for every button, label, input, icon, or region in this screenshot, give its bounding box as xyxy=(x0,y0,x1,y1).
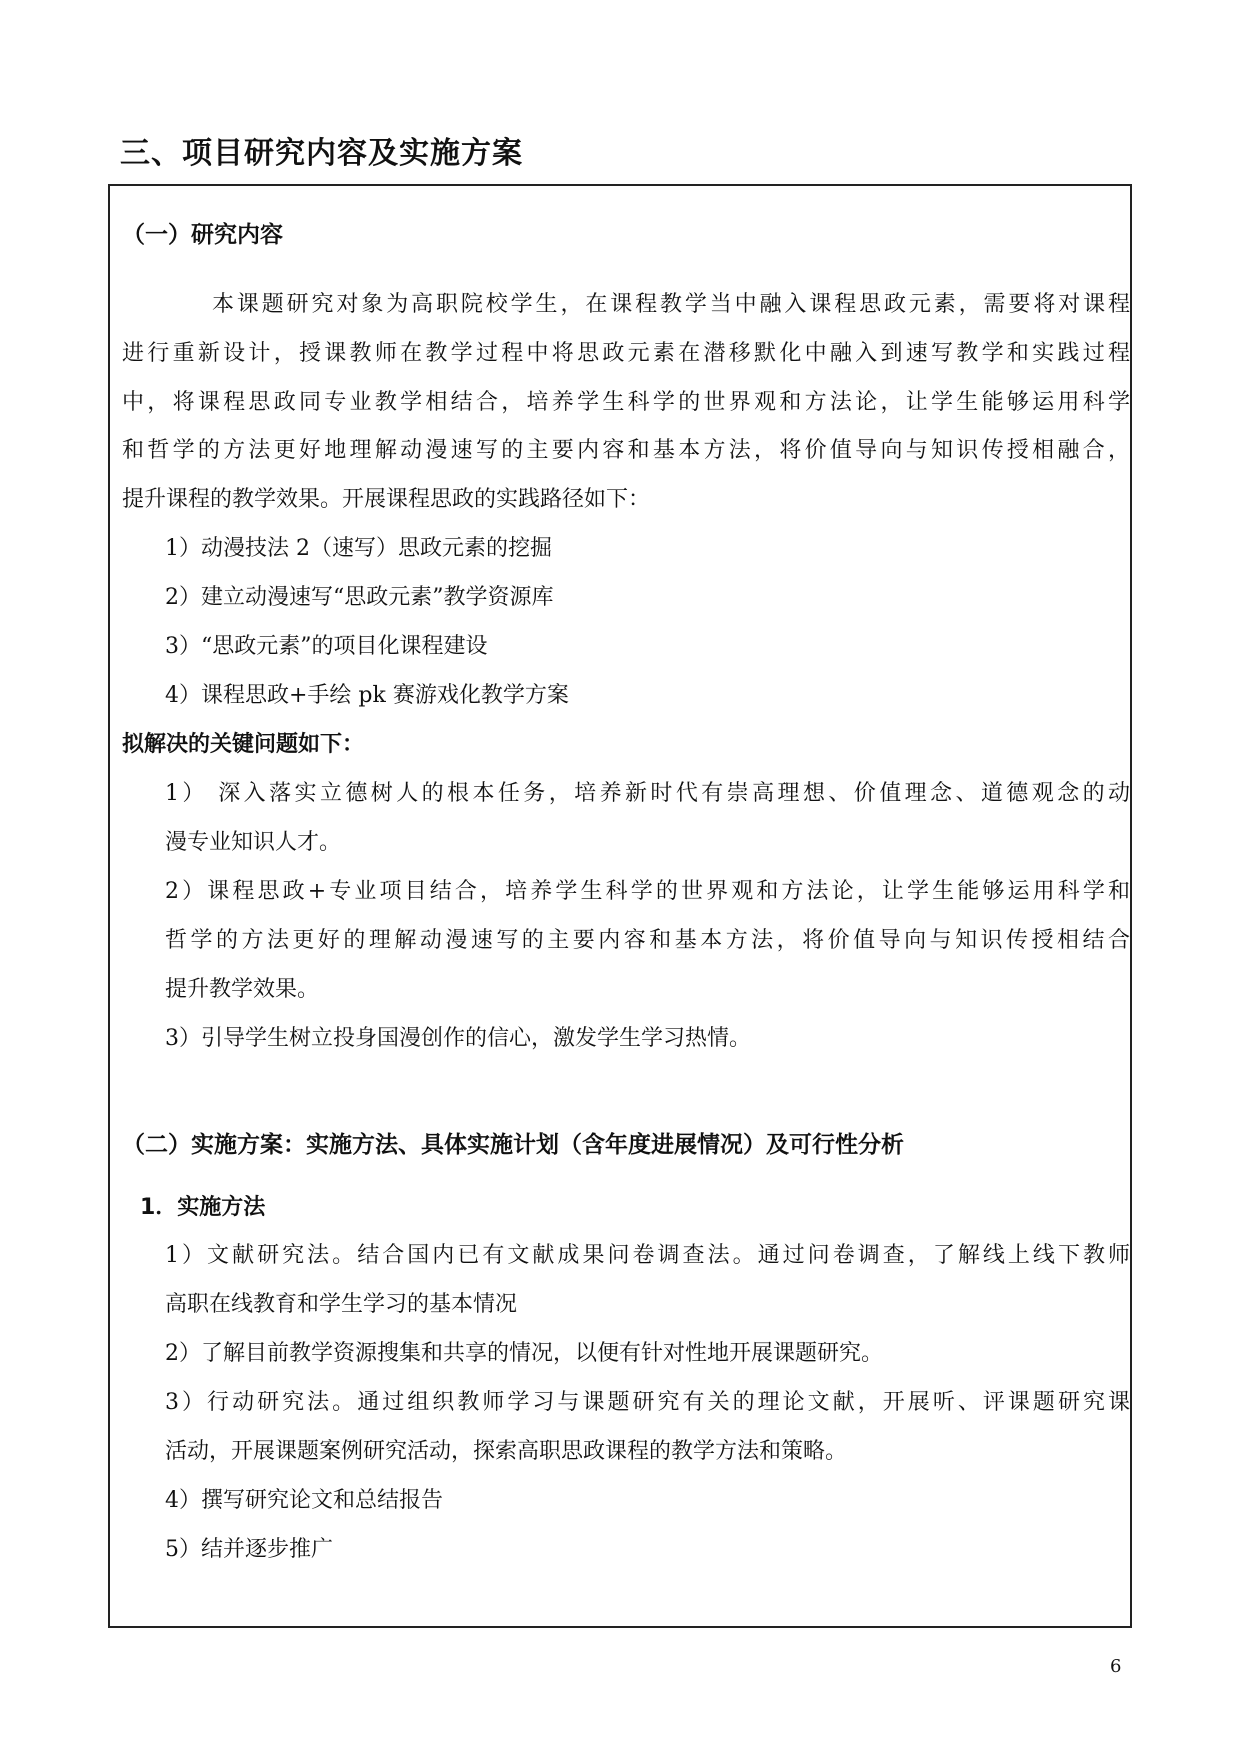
path-item-3: 3）“思政元素”的项目化课程建设 xyxy=(165,634,488,659)
path-item-4: 4）课程思政+手绘 pk 赛游戏化教学方案 xyxy=(165,683,569,708)
methods-heading: 1．实施方法 xyxy=(140,1195,266,1220)
key-problem-1-line-2: 漫专业知识人才。 xyxy=(165,830,342,855)
intro-line-4: 和哲学的方法更好地理解动漫速写的主要内容和基本方法，将价值导向与知识传授相融合， xyxy=(122,438,1130,463)
intro-line-5: 提升课程的教学效果。开展课程思政的实践路径如下： xyxy=(122,487,651,512)
method-4: 4）撰写研究论文和总结报告 xyxy=(165,1488,443,1513)
intro-line-1: 本课题研究对象为高职院校学生，在课程教学当中融入课程思政元素，需要将对课程 xyxy=(212,292,1130,317)
method-2: 2）了解目前教学资源搜集和共享的情况，以便有针对性地开展课题研究。 xyxy=(165,1341,883,1366)
key-problem-2-line-2: 哲学的方法更好的理解动漫速写的主要内容和基本方法，将价值导向与知识传授相结合 xyxy=(165,928,1130,953)
page-number: 6 xyxy=(1110,1656,1122,1677)
method-5: 5）结并逐步推广 xyxy=(165,1537,333,1562)
intro-line-2: 进行重新设计，授课教师在教学过程中将思政元素在潜移默化中融入到速写教学和实践过程 xyxy=(122,341,1130,366)
path-item-2: 2）建立动漫速写“思政元素”教学资源库 xyxy=(165,585,554,610)
method-1-line-2: 高职在线教育和学生学习的基本情况 xyxy=(165,1292,518,1317)
subheading-implementation-plan: （二）实施方案：实施方法、具体实施计划（含年度进展情况）及可行性分析 xyxy=(122,1132,904,1158)
key-problem-2-line-1: 2）课程思政+专业项目结合，培养学生科学的世界观和方法论，让学生能够运用科学和 xyxy=(165,879,1130,904)
key-problem-3: 3）引导学生树立投身国漫创作的信心，激发学生学习热情。 xyxy=(165,1026,751,1051)
intro-line-3: 中，将课程思政同专业教学相结合，培养学生科学的世界观和方法论，让学生能够运用科学 xyxy=(122,390,1130,415)
method-3-line-2: 活动，开展课题案例研究活动，探索高职思政课程的教学方法和策略。 xyxy=(165,1439,848,1464)
method-1-line-1: 1）文献研究法。结合国内已有文献成果问卷调查法。通过问卷调查，了解线上线下教师 xyxy=(165,1243,1130,1268)
key-problem-1-line-1: 1） 深入落实立德树人的根本任务，培养新时代有崇高理想、价值理念、道德观念的动 xyxy=(165,781,1130,806)
section-heading: 三、项目研究内容及实施方案 xyxy=(120,136,523,171)
key-problems-heading: 拟解决的关键问题如下： xyxy=(122,732,365,757)
method-3-line-1: 3）行动研究法。通过组织教师学习与课题研究有关的理论文献，开展听、评课题研究课 xyxy=(165,1390,1130,1415)
key-problem-2-line-3: 提升教学效果。 xyxy=(165,977,320,1002)
path-item-1: 1）动漫技法 2（速写）思政元素的挖掘 xyxy=(165,536,552,561)
subheading-research-content: （一）研究内容 xyxy=(122,222,283,248)
